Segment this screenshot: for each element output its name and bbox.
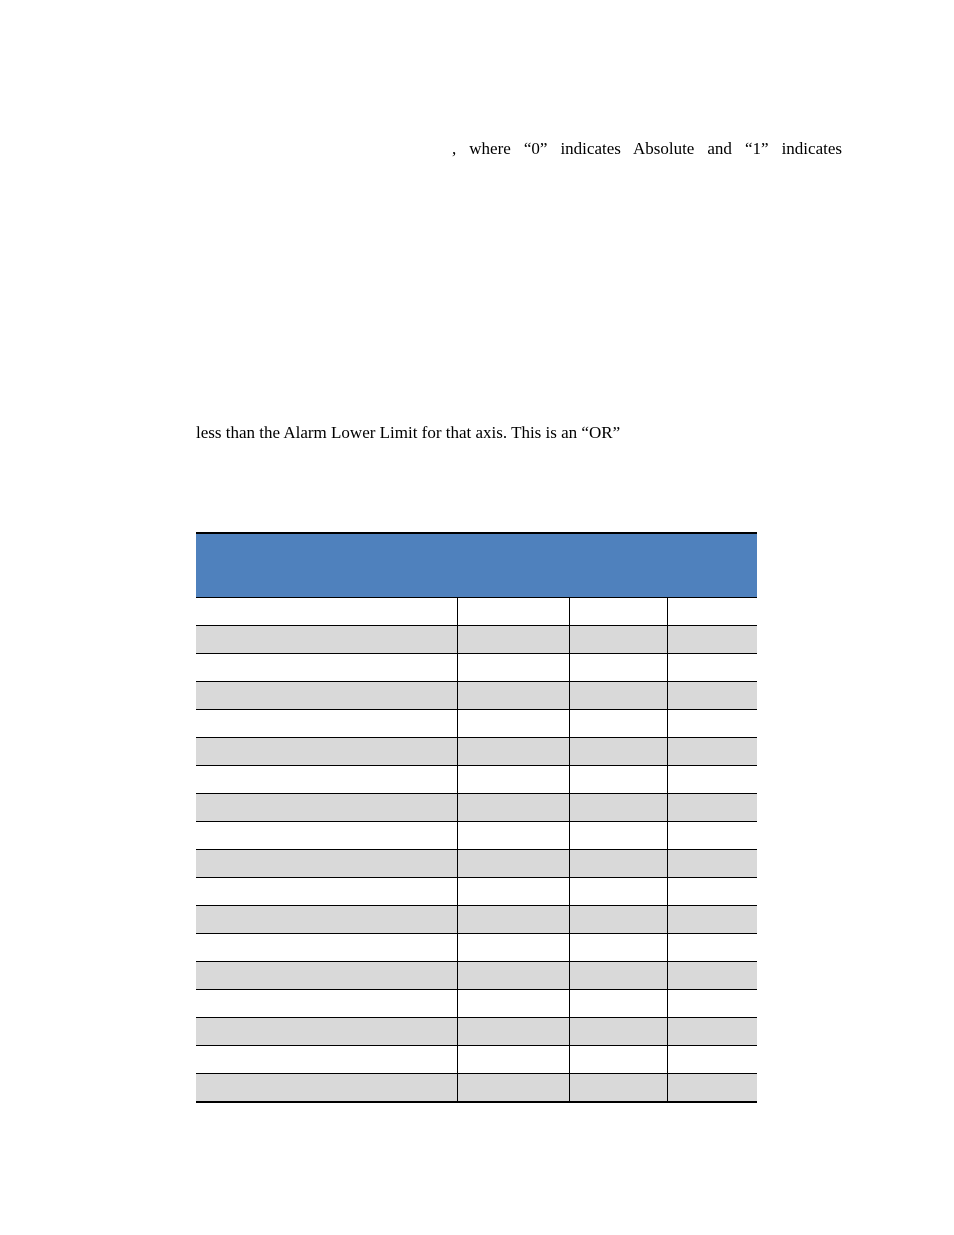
table-row xyxy=(196,962,757,990)
table-header-cell xyxy=(196,533,457,598)
table-cell xyxy=(667,822,757,850)
table-cell xyxy=(196,962,457,990)
table-row xyxy=(196,794,757,822)
table-cell xyxy=(667,710,757,738)
table-cell xyxy=(667,626,757,654)
table-cell xyxy=(569,962,667,990)
table-cell xyxy=(569,906,667,934)
table-row xyxy=(196,1018,757,1046)
table-cell xyxy=(667,906,757,934)
table-cell xyxy=(667,1018,757,1046)
table-cell xyxy=(457,626,569,654)
table-cell xyxy=(457,934,569,962)
table-cell xyxy=(457,906,569,934)
table-cell xyxy=(196,1046,457,1074)
table-cell xyxy=(196,878,457,906)
table-cell xyxy=(667,934,757,962)
table-cell xyxy=(457,794,569,822)
table-cell xyxy=(569,850,667,878)
table-cell xyxy=(569,934,667,962)
table-cell xyxy=(457,1018,569,1046)
table-cell xyxy=(569,822,667,850)
table-row xyxy=(196,766,757,794)
table-row xyxy=(196,682,757,710)
table-cell xyxy=(457,1046,569,1074)
table-cell xyxy=(569,766,667,794)
table-cell xyxy=(196,990,457,1018)
table-cell xyxy=(569,598,667,626)
table-row xyxy=(196,878,757,906)
table-cell xyxy=(196,598,457,626)
table-cell xyxy=(569,626,667,654)
table-row xyxy=(196,934,757,962)
table-cell xyxy=(196,1074,457,1103)
table-cell xyxy=(667,1074,757,1103)
body-text-line-2: less than the Alarm Lower Limit for that axis. This is an “OR” xyxy=(196,423,621,442)
table-cell xyxy=(196,626,457,654)
table-cell xyxy=(667,850,757,878)
table-cell xyxy=(457,598,569,626)
data-table xyxy=(196,532,757,1103)
table-header-row xyxy=(196,533,757,598)
table-row xyxy=(196,710,757,738)
table-cell xyxy=(569,682,667,710)
table-row xyxy=(196,654,757,682)
table-cell xyxy=(667,794,757,822)
table-cell xyxy=(457,822,569,850)
table-cell xyxy=(196,682,457,710)
table-cell xyxy=(457,962,569,990)
table-cell xyxy=(457,766,569,794)
table-cell xyxy=(196,1018,457,1046)
table-cell xyxy=(196,850,457,878)
table-cell xyxy=(196,934,457,962)
table-cell xyxy=(667,766,757,794)
table-cell xyxy=(569,1074,667,1103)
table-cell xyxy=(457,682,569,710)
table-cell xyxy=(667,598,757,626)
table-row xyxy=(196,1046,757,1074)
table-cell xyxy=(569,710,667,738)
body-text-line-1: , where “0” indicates Absolute and “1” indicates xyxy=(452,139,842,158)
table-row xyxy=(196,1074,757,1103)
table-cell xyxy=(196,710,457,738)
table-row xyxy=(196,822,757,850)
table-cell xyxy=(457,850,569,878)
table-body xyxy=(196,598,757,1103)
table-cell xyxy=(667,682,757,710)
table-cell xyxy=(569,738,667,766)
table-cell xyxy=(667,962,757,990)
table-cell xyxy=(457,710,569,738)
table-cell xyxy=(196,822,457,850)
table-row xyxy=(196,598,757,626)
table-cell xyxy=(457,654,569,682)
table-cell xyxy=(569,794,667,822)
table-header-cell xyxy=(457,533,569,598)
table-cell xyxy=(196,654,457,682)
table-cell xyxy=(569,1018,667,1046)
table-cell xyxy=(667,738,757,766)
table-row xyxy=(196,738,757,766)
table-cell xyxy=(569,654,667,682)
table-row xyxy=(196,906,757,934)
table-cell xyxy=(457,878,569,906)
table-cell xyxy=(667,878,757,906)
table-cell xyxy=(569,990,667,1018)
table-row xyxy=(196,990,757,1018)
table-cell xyxy=(196,906,457,934)
table-row xyxy=(196,850,757,878)
table-cell xyxy=(569,1046,667,1074)
table-cell xyxy=(667,1046,757,1074)
table-cell xyxy=(196,738,457,766)
table-cell xyxy=(196,766,457,794)
table-cell xyxy=(457,738,569,766)
table-header-cell xyxy=(667,533,757,598)
table-row xyxy=(196,626,757,654)
table-cell xyxy=(457,990,569,1018)
table-cell xyxy=(667,990,757,1018)
table-cell xyxy=(569,878,667,906)
table-cell xyxy=(457,1074,569,1103)
table-cell xyxy=(196,794,457,822)
table-cell xyxy=(667,654,757,682)
table-header-cell xyxy=(569,533,667,598)
